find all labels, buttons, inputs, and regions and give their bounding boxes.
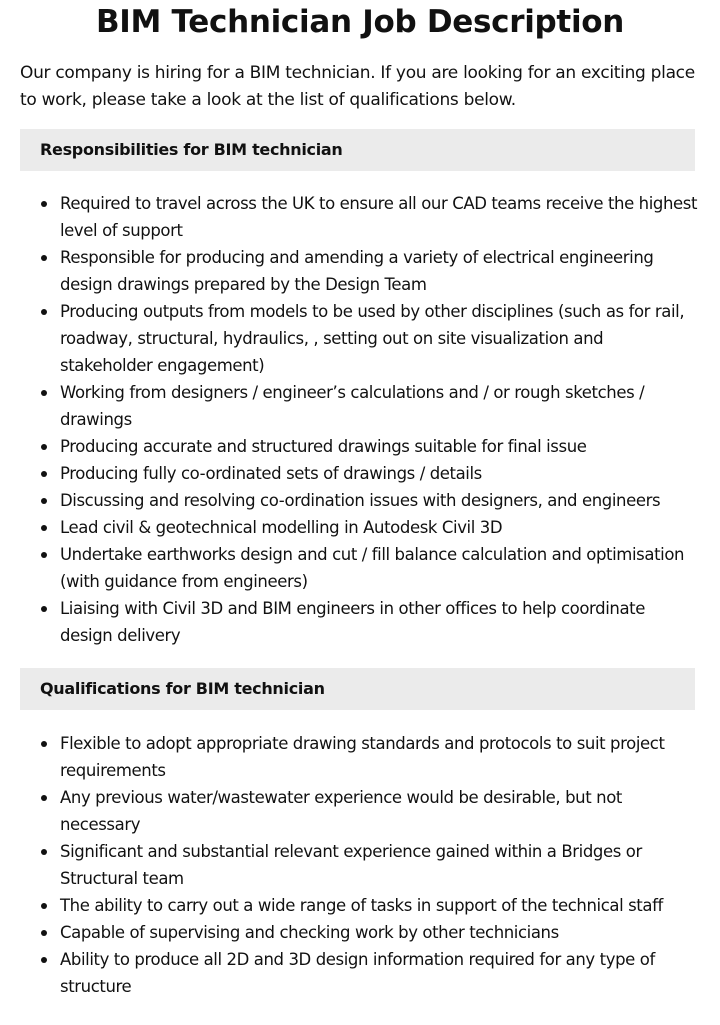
- responsibility-item: Producing fully co-ordinated sets of drawings / details: [20, 460, 700, 487]
- responsibility-item: Liaising with Civil 3D and BIM engineers in other offices to help coordinate design delivery: [20, 595, 700, 649]
- responsibility-item: Working from designers / engineer’s calculations and / or rough sketches / drawings: [20, 379, 700, 433]
- qualification-item: Flexible to adopt appropriate drawing standards and protocols to suit project requirements: [20, 730, 700, 784]
- responsibility-item: Discussing and resolving co-ordination issues with designers, and engineers: [20, 487, 700, 514]
- page-title: BIM Technician Job Description: [95, 4, 625, 40]
- responsibility-item: Producing accurate and structured drawings suitable for final issue: [20, 433, 700, 460]
- responsibility-item: Lead civil & geotechnical modelling in Autodesk Civil 3D: [20, 514, 700, 541]
- responsibility-item: Producing outputs from models to be used by other disciplines (such as for rail, roadway, structural, hydraulics, , setting out on site visualization and stakeholder engagement): [20, 298, 700, 379]
- responsibilities-heading: Responsibilities for BIM technician: [20, 129, 695, 171]
- qualifications-list: [20, 730, 700, 1000]
- qualification-item: Any previous water/wastewater experience would be desirable, but not necessary: [20, 784, 700, 838]
- intro-paragraph: Our company is hiring for a BIM technician. If you are looking for an exciting place to work, please take a look at the list of qualifications below.: [20, 63, 695, 110]
- qualifications-heading: Qualifications for BIM technician: [20, 668, 695, 710]
- responsibility-item: Undertake earthworks design and cut / fill balance calculation and optimisation (with guidance from engineers): [20, 541, 700, 595]
- qualification-item: The ability to carry out a wide range of tasks in support of the technical staff: [20, 892, 700, 919]
- qualification-item: Ability to produce all 2D and 3D design information required for any type of structure: [20, 946, 700, 1000]
- responsibilities-list: [20, 190, 700, 649]
- responsibility-item: Responsible for producing and amending a variety of electrical engineering design drawings prepared by the Design Team: [20, 244, 700, 298]
- qualification-item: Capable of supervising and checking work by other technicians: [20, 919, 700, 946]
- qualification-item: Significant and substantial relevant experience gained within a Bridges or Structural team: [20, 838, 700, 892]
- responsibility-item: Required to travel across the UK to ensure all our CAD teams receive the highest level of support: [20, 190, 700, 244]
